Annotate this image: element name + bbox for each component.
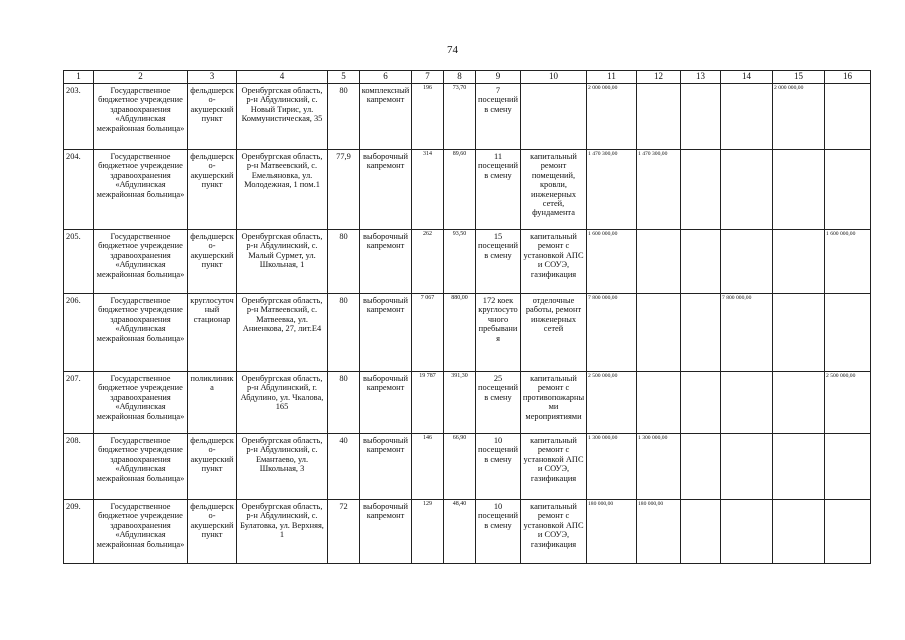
cost-year-cell: 1 600 000,00 xyxy=(825,230,871,294)
organization-cell: Государственное бюджетное учреждение здравоохранения «Абдулинская межрайонная больница» xyxy=(94,150,188,230)
organization-cell: Государственное бюджетное учреждение здравоохранения «Абдулинская межрайонная больница» xyxy=(94,84,188,150)
table-row xyxy=(64,230,871,294)
row-number: 204. xyxy=(64,150,94,230)
facility-type-cell: поликлиника xyxy=(188,372,237,434)
header-row xyxy=(64,71,871,84)
cost-year-cell xyxy=(721,434,773,500)
value-cell: 262 xyxy=(412,230,444,294)
cost-year-cell xyxy=(773,500,825,564)
cost-year-cell xyxy=(773,294,825,372)
cost-year-cell xyxy=(721,230,773,294)
area-cell: 73,70 xyxy=(444,84,476,150)
work-type-cell: комплексный капремонт xyxy=(360,84,412,150)
area-cell: 66,90 xyxy=(444,434,476,500)
table-row xyxy=(64,84,871,150)
facility-type-cell: фельдшерско-акушерский пункт xyxy=(188,500,237,564)
work-type-cell: выборочный капремонт xyxy=(360,230,412,294)
work-type-cell: выборочный капремонт xyxy=(360,434,412,500)
total-cost-cell: 2 000 000,00 xyxy=(587,84,637,150)
address-cell: Оренбургская область, р-н Абдулинский, с. Емантаево, ул. Школьная, 3 xyxy=(237,434,328,500)
cost-year-cell xyxy=(681,434,721,500)
table-row xyxy=(64,372,871,434)
work-type-cell: выборочный капремонт xyxy=(360,294,412,372)
address-cell: Оренбургская область, р-н Матвеевский, с. Матвеевка, ул. Аниенкова, 27, лит.Е4 xyxy=(237,294,328,372)
value-cell: 146 xyxy=(412,434,444,500)
table-body xyxy=(64,84,871,564)
cost-year-cell: 180 000,00 xyxy=(637,500,681,564)
total-cost-cell: 2 500 000,00 xyxy=(587,372,637,434)
cost-year-cell xyxy=(681,372,721,434)
cost-year-cell: 7 800 000,00 xyxy=(721,294,773,372)
cost-year-cell xyxy=(721,150,773,230)
header-cell: 3 xyxy=(188,71,237,84)
total-cost-cell: 1 470 300,00 xyxy=(587,150,637,230)
cost-year-cell: 1 300 000,00 xyxy=(637,434,681,500)
cost-year-cell xyxy=(825,150,871,230)
cost-year-cell xyxy=(681,500,721,564)
cost-year-cell xyxy=(681,230,721,294)
cost-year-cell xyxy=(721,84,773,150)
work-type-cell: выборочный капремонт xyxy=(360,372,412,434)
address-cell: Оренбургская область, р-н Абдулинский, г. Абдулино, ул. Чкалова, 165 xyxy=(237,372,328,434)
wear-percent-cell: 80 xyxy=(328,230,360,294)
address-cell: Оренбургская область, р-н Абдулинский, с. Малый Сурмет, ул. Школьная, 1 xyxy=(237,230,328,294)
wear-percent-cell: 80 xyxy=(328,372,360,434)
facility-type-cell: круглосуточный стационар xyxy=(188,294,237,372)
organization-cell: Государственное бюджетное учреждение здравоохранения «Абдулинская межрайонная больница» xyxy=(94,294,188,372)
value-cell: 19 787 xyxy=(412,372,444,434)
work-description-cell: капитальный ремонт с установкой АПС и СОУЭ, газификация xyxy=(521,500,587,564)
value-cell: 314 xyxy=(412,150,444,230)
cost-year-cell xyxy=(721,372,773,434)
work-description-cell xyxy=(521,84,587,150)
work-type-cell: выборочный капремонт xyxy=(360,500,412,564)
page-number: 74 xyxy=(447,44,458,56)
cost-year-cell: 1 470 300,00 xyxy=(637,150,681,230)
header-cell: 8 xyxy=(444,71,476,84)
facility-type-cell: фельдшерско-акушерский пункт xyxy=(188,150,237,230)
header-cell: 6 xyxy=(360,71,412,84)
cost-year-cell xyxy=(637,294,681,372)
wear-percent-cell: 77,9 xyxy=(328,150,360,230)
work-description-cell: капитальный ремонт с установкой АПС и СОУЭ, газификация xyxy=(521,434,587,500)
cost-year-cell xyxy=(773,434,825,500)
area-cell: 391,30 xyxy=(444,372,476,434)
address-cell: Оренбургская область, р-н Абдулинский, с. Булатовка, ул. Верхняя, 1 xyxy=(237,500,328,564)
header-cell: 13 xyxy=(681,71,721,84)
capacity-cell: 11 посещений в смену xyxy=(476,150,521,230)
area-cell: 93,50 xyxy=(444,230,476,294)
area-cell: 48,40 xyxy=(444,500,476,564)
wear-percent-cell: 40 xyxy=(328,434,360,500)
cost-year-cell xyxy=(637,372,681,434)
cost-year-cell xyxy=(825,434,871,500)
cost-year-cell xyxy=(637,230,681,294)
total-cost-cell: 1 300 000,00 xyxy=(587,434,637,500)
work-type-cell: выборочный капремонт xyxy=(360,150,412,230)
capacity-cell: 10 посещений в смену xyxy=(476,500,521,564)
work-description-cell: капитальный ремонт с противопожарными мероприятиями xyxy=(521,372,587,434)
row-number: 209. xyxy=(64,500,94,564)
facility-type-cell: фельдшерско-акушерский пункт xyxy=(188,230,237,294)
header-cell: 11 xyxy=(587,71,637,84)
total-cost-cell: 1 600 000,00 xyxy=(587,230,637,294)
header-cell: 5 xyxy=(328,71,360,84)
cost-year-cell xyxy=(825,84,871,150)
organization-cell: Государственное бюджетное учреждение здравоохранения «Абдулинская межрайонная больница» xyxy=(94,434,188,500)
cost-year-cell xyxy=(681,294,721,372)
capacity-cell: 10 посещений в смену xyxy=(476,434,521,500)
cost-year-cell xyxy=(637,84,681,150)
register-table xyxy=(63,70,871,564)
address-cell: Оренбургская область, р-н Матвеевский, с. Емельяновка, ул. Молодежная, 1 пом.1 xyxy=(237,150,328,230)
value-cell: 129 xyxy=(412,500,444,564)
cost-year-cell xyxy=(825,294,871,372)
organization-cell: Государственное бюджетное учреждение здравоохранения «Абдулинская межрайонная больница» xyxy=(94,500,188,564)
cost-year-cell: 2 500 000,00 xyxy=(825,372,871,434)
work-description-cell: капитальный ремонт помещений, кровли, инженерных сетей, фундамента xyxy=(521,150,587,230)
header-cell: 1 xyxy=(64,71,94,84)
header-cell: 14 xyxy=(721,71,773,84)
table-row xyxy=(64,500,871,564)
header-cell: 7 xyxy=(412,71,444,84)
header-cell: 16 xyxy=(825,71,871,84)
wear-percent-cell: 72 xyxy=(328,500,360,564)
work-description-cell: отделочные работы, ремонт инженерных сетей xyxy=(521,294,587,372)
header-cell: 15 xyxy=(773,71,825,84)
wear-percent-cell: 80 xyxy=(328,294,360,372)
total-cost-cell: 7 800 000,00 xyxy=(587,294,637,372)
cost-year-cell xyxy=(773,372,825,434)
header-cell: 2 xyxy=(94,71,188,84)
cost-year-cell xyxy=(773,230,825,294)
header-cell: 10 xyxy=(521,71,587,84)
header-cell: 4 xyxy=(237,71,328,84)
capacity-cell: 7 посещений в смену xyxy=(476,84,521,150)
row-number: 205. xyxy=(64,230,94,294)
table-row xyxy=(64,150,871,230)
cost-year-cell: 2 000 000,00 xyxy=(773,84,825,150)
cost-year-cell xyxy=(721,500,773,564)
row-number: 208. xyxy=(64,434,94,500)
value-cell: 7 067 xyxy=(412,294,444,372)
capacity-cell: 25 посещений в смену xyxy=(476,372,521,434)
cost-year-cell xyxy=(681,84,721,150)
row-number: 203. xyxy=(64,84,94,150)
table-row xyxy=(64,434,871,500)
capacity-cell: 15 посещений в смену xyxy=(476,230,521,294)
organization-cell: Государственное бюджетное учреждение здравоохранения «Абдулинская межрайонная больница» xyxy=(94,230,188,294)
organization-cell: Государственное бюджетное учреждение здравоохранения «Абдулинская межрайонная больница» xyxy=(94,372,188,434)
value-cell: 196 xyxy=(412,84,444,150)
row-number: 206. xyxy=(64,294,94,372)
table-row xyxy=(64,294,871,372)
facility-type-cell: фельдшерско-акушерский пункт xyxy=(188,434,237,500)
work-description-cell: капитальный ремонт с установкой АПС и СОУЭ, газификация xyxy=(521,230,587,294)
area-cell: 89,60 xyxy=(444,150,476,230)
header-cell: 12 xyxy=(637,71,681,84)
facility-type-cell: фельдшерско-акушерский пункт xyxy=(188,84,237,150)
total-cost-cell: 180 000,00 xyxy=(587,500,637,564)
address-cell: Оренбургская область, р-н Абдулинский, с. Новый Тирис, ул. Коммунистическая, 35 xyxy=(237,84,328,150)
cost-year-cell xyxy=(773,150,825,230)
area-cell: 880,00 xyxy=(444,294,476,372)
wear-percent-cell: 80 xyxy=(328,84,360,150)
row-number: 207. xyxy=(64,372,94,434)
capacity-cell: 172 коек круглосуточного пребывания xyxy=(476,294,521,372)
header-cell: 9 xyxy=(476,71,521,84)
cost-year-cell xyxy=(681,150,721,230)
cost-year-cell xyxy=(825,500,871,564)
